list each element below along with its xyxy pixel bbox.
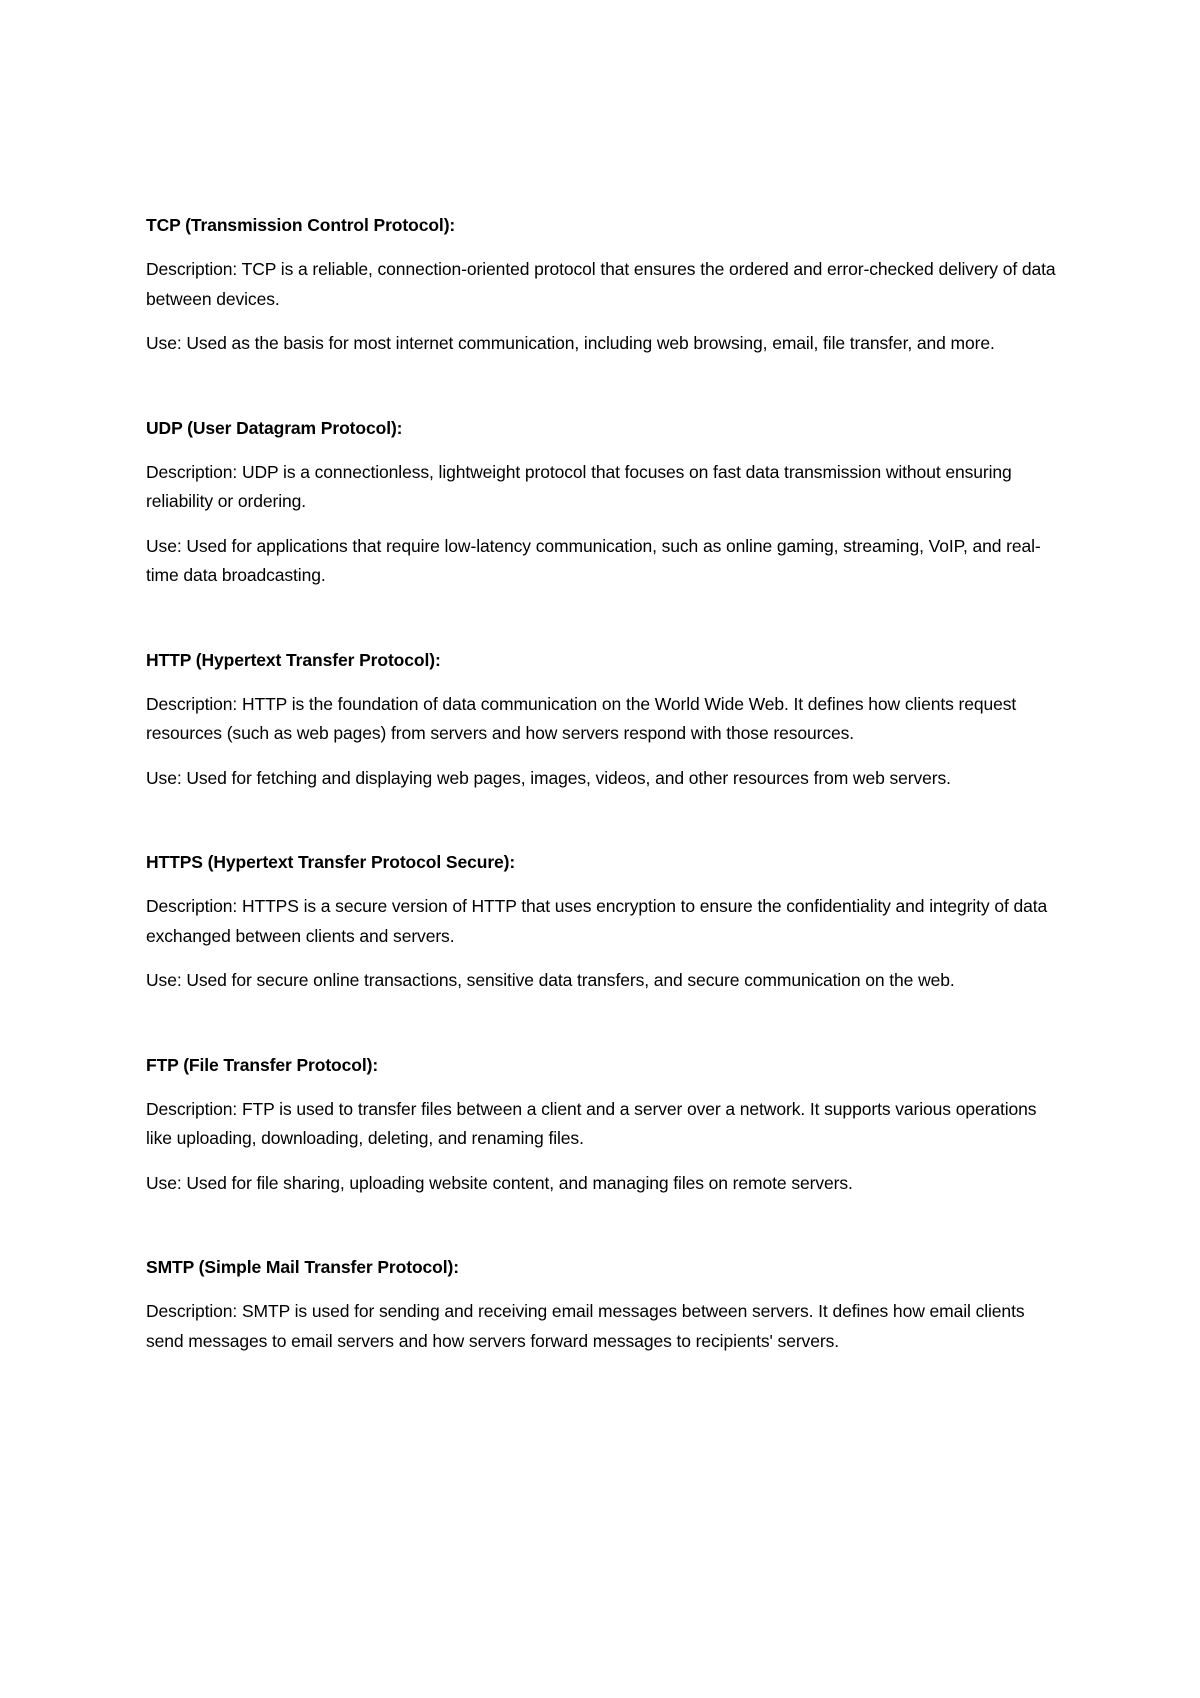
section-https [146,847,1066,996]
section-description: Description: SMTP is used for sending and receiving email messages between servers. It defines how email clients send messages to email servers and how servers forward messages to recipients' servers. [146,1301,1025,1351]
section-heading: FTP (File Transfer Protocol): [146,1054,379,1075]
section-heading: HTTPS (Hypertext Transfer Protocol Secure): [146,852,516,872]
section-use: Use: Used for secure online transactions, sensitive data transfers, and secure communication on the web. [146,970,955,990]
section-description: Description: FTP is used to transfer files between a client and a server over a network. It supports various operations like uploading, downloading, deleting, and renaming files. [146,1098,1037,1148]
section-heading: HTTP (Hypertext Transfer Protocol): [146,649,441,670]
section-description: Description: TCP is a reliable, connection-oriented protocol that ensures the ordered and error-checked delivery of data between devices. [146,259,1056,309]
section-tcp [146,210,1066,359]
section-use: Use: Used for applications that require low-latency communication, such as online gaming, streaming, VoIP, and real-time data broadcasting. [146,535,1041,585]
section-udp [146,413,1066,591]
section-heading: SMTP (Simple Mail Transfer Protocol): [146,1257,459,1277]
section-description: Description: HTTPS is a secure version of HTTP that uses encryption to ensure the confidentiality and integrity of data exchanged between clients and servers. [146,896,1048,946]
section-smtp [146,1252,1066,1356]
document-body [146,210,1066,1356]
section-use: Use: Used for fetching and displaying web pages, images, videos, and other resources from web servers. [146,767,951,788]
section-use: Use: Used for file sharing, uploading website content, and managing files on remote servers. [146,1172,853,1193]
section-use: Use: Used as the basis for most internet communication, including web browsing, email, file transfer, and more. [146,333,995,353]
section-heading: TCP (Transmission Control Protocol): [146,215,456,235]
section-ftp [146,1050,1066,1199]
section-description: Description: UDP is a connectionless, lightweight protocol that focuses on fast data transmission without ensuring reliability or ordering. [146,461,1012,511]
section-http [146,645,1066,794]
section-heading: UDP (User Datagram Protocol): [146,417,403,438]
section-description: Description: HTTP is the foundation of data communication on the World Wide Web. It defines how clients request resources (such as web pages) from servers and how servers respond with those resources. [146,693,1017,743]
